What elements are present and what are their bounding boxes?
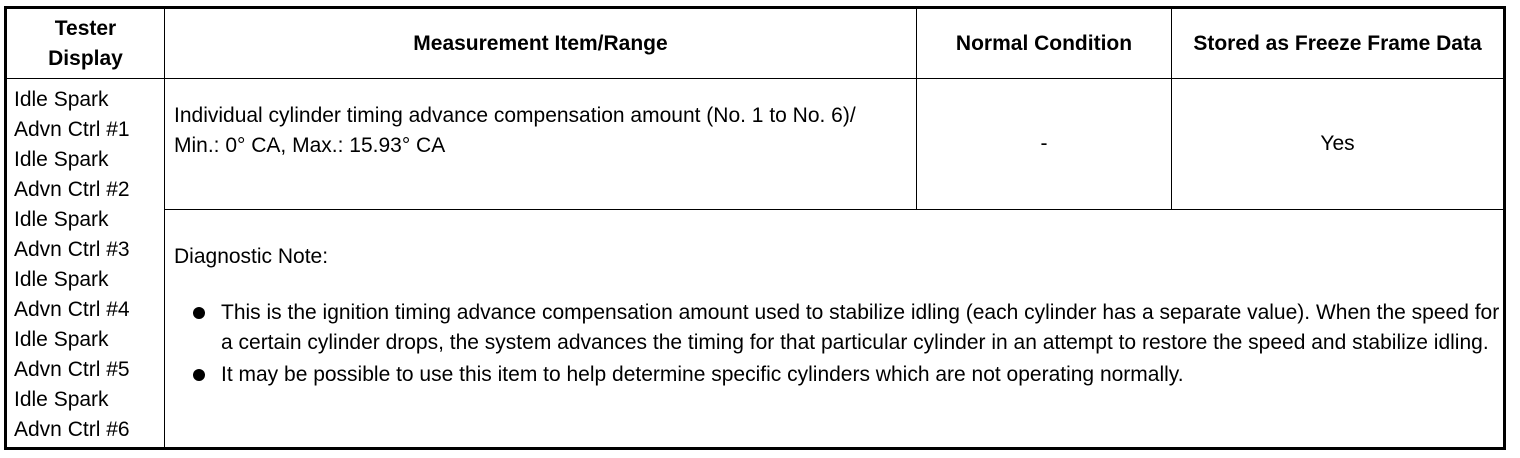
measurement-text: Individual cylinder timing advance compensation amount (No. 1 to No. 6)/ Min.: 0° CA, Max.: 15.93° CA — [174, 104, 856, 157]
freeze-frame-value: Yes — [1320, 132, 1355, 155]
header-normal-condition: Normal Condition — [955, 31, 1133, 55]
bullet-text: This is the ignition timing advance compensation amount used to stabilize idling (each cylinder has a separate value). When the speed for a certain cylinder drops, the system advances the timing for that particular cylinder in an attempt to restore the speed and stabilize idling. — [221, 301, 1500, 354]
bullet-item — [189, 360, 1509, 390]
tester-item-3: Idle Spark Advn Ctrl #3 — [14, 208, 130, 261]
diagnostic-note-title: Diagnostic Note: — [174, 245, 329, 268]
normal-condition-value: - — [1040, 132, 1048, 155]
tester-item-2: Idle Spark Advn Ctrl #2 — [14, 148, 130, 201]
bullet-text: It may be possible to use this item to help determine specific cylinders which are not operating normally. — [221, 363, 1184, 386]
bullet-dot-icon — [193, 307, 205, 319]
normal-condition-cell — [917, 79, 1171, 209]
data-table — [4, 6, 1506, 450]
tester-item-6: Idle Spark Advn Ctrl #6 — [14, 388, 130, 441]
bullet-item — [189, 298, 1509, 358]
header-tester-display: Tester Display — [48, 16, 123, 70]
tester-item-4: Idle Spark Advn Ctrl #4 — [14, 268, 130, 321]
diagnostic-note-cell — [165, 210, 1503, 447]
diagnostic-bullets — [189, 298, 1509, 392]
header-measurement: Measurement Item/Range — [413, 31, 668, 55]
tester-item-5: Idle Spark Advn Ctrl #5 — [14, 328, 130, 381]
header-freeze-frame: Stored as Freeze Frame Data — [1193, 31, 1482, 55]
tester-item-1: Idle Spark Advn Ctrl #1 — [14, 88, 130, 141]
measurement-cell — [165, 79, 916, 209]
tester-display-cell — [7, 79, 164, 447]
freeze-frame-cell — [1172, 79, 1503, 209]
bullet-dot-icon — [193, 369, 205, 381]
